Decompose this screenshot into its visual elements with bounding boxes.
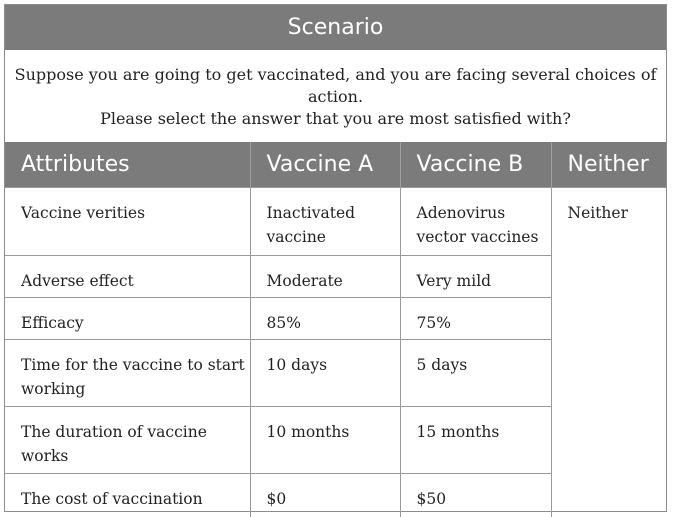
- neither-cell: Neither: [551, 188, 666, 517]
- attribute-cell: Adverse effect: [5, 256, 250, 298]
- vaccine-a-cell: $0: [250, 474, 400, 517]
- vaccine-a-cell: 10 months: [250, 407, 400, 474]
- attribute-cell: Vaccine verities: [5, 188, 250, 256]
- prompt-line-1: Suppose you are going to get vaccinated, and you are facing several choices of: [14, 65, 657, 84]
- prompt-line-2: action.: [307, 87, 364, 106]
- attribute-cell: The cost of vaccination: [5, 474, 250, 517]
- vaccine-b-cell: 75%: [400, 298, 551, 340]
- vaccine-b-cell: Very mild: [400, 256, 551, 298]
- header-vaccine-b: Vaccine B: [400, 142, 551, 188]
- vaccine-b-cell: $50: [400, 474, 551, 517]
- scenario-title: Scenario: [5, 5, 666, 50]
- vaccine-b-cell: Adenovirus vector vaccines: [400, 188, 551, 256]
- vaccine-b-cell: 5 days: [400, 340, 551, 407]
- table-row: [5, 188, 666, 256]
- prompt-line-3: Please select the answer that you are most satisfied with?: [100, 109, 571, 128]
- attribute-cell: The duration of vaccine works: [5, 407, 250, 474]
- vaccine-a-cell: 85%: [250, 298, 400, 340]
- vaccine-a-cell: Moderate: [250, 256, 400, 298]
- choice-table: [5, 142, 666, 517]
- header-attributes: Attributes: [5, 142, 250, 188]
- table-header-row: [5, 142, 666, 188]
- scenario-card: [4, 4, 667, 512]
- scenario-prompt: [5, 50, 666, 142]
- header-neither: Neither: [551, 142, 666, 188]
- attribute-cell: Efficacy: [5, 298, 250, 340]
- header-vaccine-a: Vaccine A: [250, 142, 400, 188]
- attribute-cell: Time for the vaccine to start working: [5, 340, 250, 407]
- vaccine-a-cell: Inactivated vaccine: [250, 188, 400, 256]
- vaccine-a-cell: 10 days: [250, 340, 400, 407]
- vaccine-b-cell: 15 months: [400, 407, 551, 474]
